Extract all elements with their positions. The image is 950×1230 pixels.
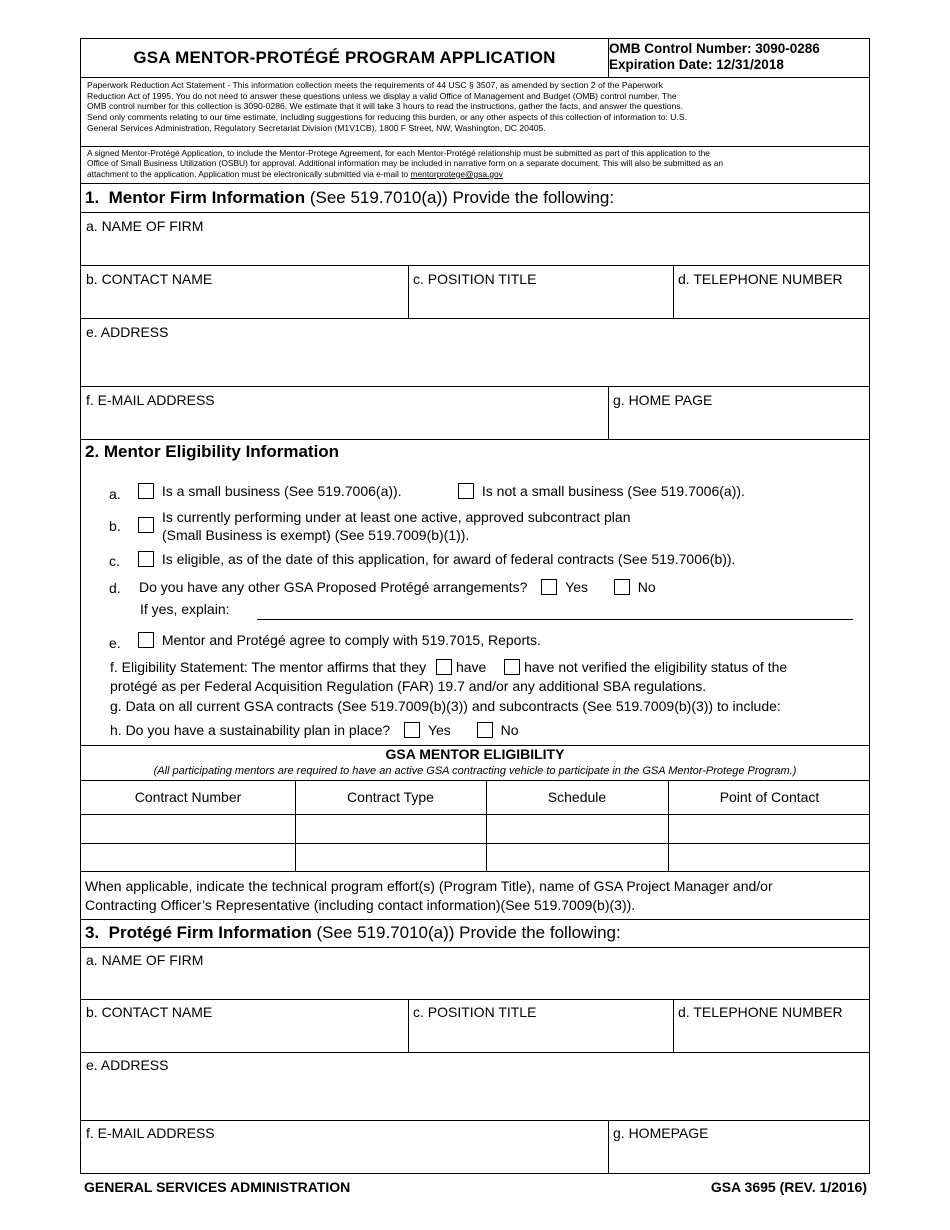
omb-control-number: OMB Control Number: 3090-0286 xyxy=(609,41,820,56)
mentor-address-field[interactable]: e. ADDRESS xyxy=(86,324,169,340)
paperwork-line: Paperwork Reduction Act Statement - This information collection meets the requirements of 44 USC § 3507, as amended by section 2 of the Paperwork xyxy=(87,80,663,90)
table-row[interactable] xyxy=(81,844,871,871)
eligibility-statement-line2: protégé as per Federal Acquisition Regulation (FAR) 19.7 and/or any additional SBA regulations. xyxy=(110,678,707,694)
mentor-email-field[interactable]: f. E-MAIL ADDRESS xyxy=(86,392,215,408)
expiration-date: Expiration Date: 12/31/2018 xyxy=(609,57,784,72)
protege-name-of-firm-field[interactable]: a. NAME OF FIRM xyxy=(86,952,204,968)
item-letter: d. xyxy=(109,580,121,596)
section3-number: 3. xyxy=(85,923,100,942)
divider xyxy=(81,183,869,184)
subcontract-plan-checkbox[interactable] xyxy=(138,517,154,535)
not-small-business-checkbox[interactable] xyxy=(458,483,474,499)
omb-info xyxy=(609,41,820,73)
row-f xyxy=(110,659,787,675)
divider xyxy=(81,386,869,387)
explain-input-line[interactable] xyxy=(257,619,853,620)
row-b xyxy=(162,508,630,544)
mentor-contact-name-field[interactable]: b. CONTACT NAME xyxy=(86,271,213,287)
have-label: have xyxy=(455,659,487,675)
technical-program-note[interactable] xyxy=(85,877,773,915)
divider xyxy=(408,999,409,1052)
divider xyxy=(486,780,487,871)
eligible-federal-label: Is eligible, as of the date of this application, for award of federal contracts (See 519.7006(b)). xyxy=(161,551,736,567)
eligibility-statement-label: f. Eligibility Statement: The mentor affirms that they xyxy=(110,659,427,675)
divider xyxy=(81,146,869,147)
comply-reports-label: Mentor and Protégé agree to comply with 519.7015, Reports. xyxy=(161,632,541,648)
eligible-federal-checkbox[interactable] xyxy=(138,551,154,567)
instructions-text: attachment to the application. Application must be electronically submitted via e-mail to xyxy=(87,168,411,179)
footer-form-number: GSA 3695 (REV. 1/2016) xyxy=(710,1179,867,1195)
item-letter: e. xyxy=(109,635,121,651)
small-business-label: Is a small business (See 519.7006(a)). xyxy=(161,483,402,499)
divider xyxy=(673,265,674,318)
protege-home-page-field[interactable]: g. HOMEPAGE xyxy=(613,1125,709,1141)
divider xyxy=(668,780,669,871)
divider xyxy=(295,780,296,871)
have-checkbox[interactable] xyxy=(436,659,452,675)
table-row[interactable] xyxy=(81,815,871,843)
subcontract-plan-label: Is currently performing under at least one active, approved subcontract plan xyxy=(162,509,631,525)
protege-contact-name-field[interactable]: b. CONTACT NAME xyxy=(86,1004,213,1020)
protege-telephone-field[interactable]: d. TELEPHONE NUMBER xyxy=(678,1004,843,1020)
protege-address-field[interactable]: e. ADDRESS xyxy=(86,1057,169,1073)
protege-email-field[interactable]: f. E-MAIL ADDRESS xyxy=(86,1125,215,1141)
section1-heading xyxy=(85,188,614,208)
row-e xyxy=(138,632,541,648)
row-c xyxy=(138,551,735,567)
mentor-name-of-firm-field[interactable]: a. NAME OF FIRM xyxy=(86,218,204,234)
paperwork-line: Reduction Act of 1995. You do not need to answer these questions unless we display a valid Office of Management and Budget (OMB) control number. The xyxy=(87,90,677,101)
column-header-point-of-contact: Point of Contact xyxy=(719,789,820,805)
sustainability-plan-label: h. Do you have a sustainability plan in place? xyxy=(110,722,391,738)
other-arrangements-yes-checkbox[interactable] xyxy=(541,579,557,595)
other-arrangements-no-checkbox[interactable] xyxy=(614,579,630,595)
row-d xyxy=(139,579,656,595)
section3-title: Protégé Firm Information xyxy=(108,923,312,942)
section2-heading: 2. Mentor Eligibility Information xyxy=(85,442,340,461)
divider xyxy=(81,318,869,319)
column-header-contract-number: Contract Number xyxy=(134,789,242,805)
divider xyxy=(81,780,869,781)
divider xyxy=(81,919,869,920)
section1-suffix: (See 519.7010(a)) Provide the following: xyxy=(305,188,615,207)
paperwork-statement xyxy=(87,80,687,134)
have-not-label: have not xyxy=(524,659,578,675)
divider xyxy=(81,212,869,213)
sustainability-no-checkbox[interactable] xyxy=(477,722,493,738)
small-business-checkbox[interactable] xyxy=(138,483,154,499)
paperwork-line: General Services Administration, Regulatory Secretariat Division (M1V1CB), 1800 F Street, NW, Washington, DC 20405. xyxy=(87,122,546,133)
divider xyxy=(608,1120,609,1174)
mentor-telephone-field[interactable]: d. TELEPHONE NUMBER xyxy=(678,271,843,287)
instructions-line xyxy=(87,169,723,179)
note-line: Contracting Officer’s Representative (including contact information)(See 519.7009(b)(3)). xyxy=(85,897,636,913)
application-form xyxy=(80,38,870,1174)
eligibility-table-title: GSA MENTOR ELIGIBILITY xyxy=(385,746,565,762)
contracts-data-label: g. Data on all current GSA contracts (See 519.7009(b)(3)) and subcontracts (See 519.7009(b)(3)) to include: xyxy=(110,698,781,714)
instructions-line: Office of Small Business Utilization (OSBU) for approval. Additional information may be included in narrative form on a separate document. This will also be submitted as an xyxy=(87,158,724,169)
paperwork-line: Send only comments relating to our time estimate, including suggestions for reducing this burden, or any other aspects of this collection of information to: U.S. xyxy=(87,112,687,123)
column-header-contract-type: Contract Type xyxy=(347,789,434,805)
section3-heading xyxy=(85,923,621,943)
divider xyxy=(408,265,409,318)
section3-suffix: (See 519.7010(a)) Provide the following: xyxy=(311,923,621,942)
form-title: GSA MENTOR-PROTÉGÉ PROGRAM APPLICATION xyxy=(133,48,556,67)
eligibility-table-subtitle: (All participating mentors are required to have an active GSA contracting vehicle to participate in the GSA Mentor-Protege Program.) xyxy=(153,765,797,777)
yes-label: Yes xyxy=(565,579,588,595)
sustainability-yes-checkbox[interactable] xyxy=(404,722,420,738)
divider xyxy=(81,1052,869,1053)
eligibility-statement-end: verified the eligibility status of the xyxy=(581,659,788,675)
yes-label: Yes xyxy=(427,722,451,738)
footer-agency: GENERAL SERVICES ADMINISTRATION xyxy=(84,1179,351,1195)
comply-reports-checkbox[interactable] xyxy=(138,632,154,648)
divider xyxy=(81,265,869,266)
explain-label: If yes, explain: xyxy=(140,601,230,617)
no-label: No xyxy=(500,722,519,738)
no-label: No xyxy=(637,579,656,595)
divider xyxy=(81,77,869,78)
row-h xyxy=(110,722,519,738)
divider xyxy=(673,999,674,1052)
divider xyxy=(81,947,869,948)
row-a-not xyxy=(458,483,745,499)
protege-position-title-field[interactable]: c. POSITION TITLE xyxy=(413,1004,537,1020)
divider xyxy=(608,386,609,439)
other-arrangements-label: Do you have any other GSA Proposed Protégé arrangements? xyxy=(139,579,528,595)
item-letter: c. xyxy=(109,553,120,569)
have-not-checkbox[interactable] xyxy=(504,659,520,675)
subcontract-plan-note: (Small Business is exempt) (See 519.7009(b)(1)). xyxy=(162,527,470,543)
paperwork-line: OMB control number for this collection is 3090-0286. We estimate that it will take 3 hours to read the instructions, gather the facts, and answer the questions. xyxy=(87,101,683,112)
mentor-position-title-field[interactable]: c. POSITION TITLE xyxy=(413,271,537,287)
mentor-home-page-field[interactable]: g. HOME PAGE xyxy=(613,392,713,408)
submission-email-link[interactable]: mentorprotege@gsa.gov xyxy=(410,168,503,179)
divider xyxy=(81,871,869,872)
column-header-schedule: Schedule xyxy=(547,789,607,805)
divider xyxy=(81,1120,869,1121)
item-letter: a. xyxy=(109,486,121,502)
row-a xyxy=(138,483,402,499)
item-letter: b. xyxy=(109,518,121,534)
section1-number: 1. xyxy=(85,188,100,207)
instructions xyxy=(87,148,723,179)
divider xyxy=(81,999,869,1000)
section1-title: Mentor Firm Information xyxy=(108,188,306,207)
instructions-line: A signed Mentor-Protégé Application, to include the Mentor-Protege Agreement, for each Mentor-Protégé relationship must be submitted as part of this application to the xyxy=(87,148,710,158)
note-line: When applicable, indicate the technical program effort(s) (Program Title), name of GSA Project Manager and/or xyxy=(85,878,773,894)
not-small-business-label: Is not a small business (See 519.7006(a)). xyxy=(481,483,745,499)
divider xyxy=(81,439,869,440)
